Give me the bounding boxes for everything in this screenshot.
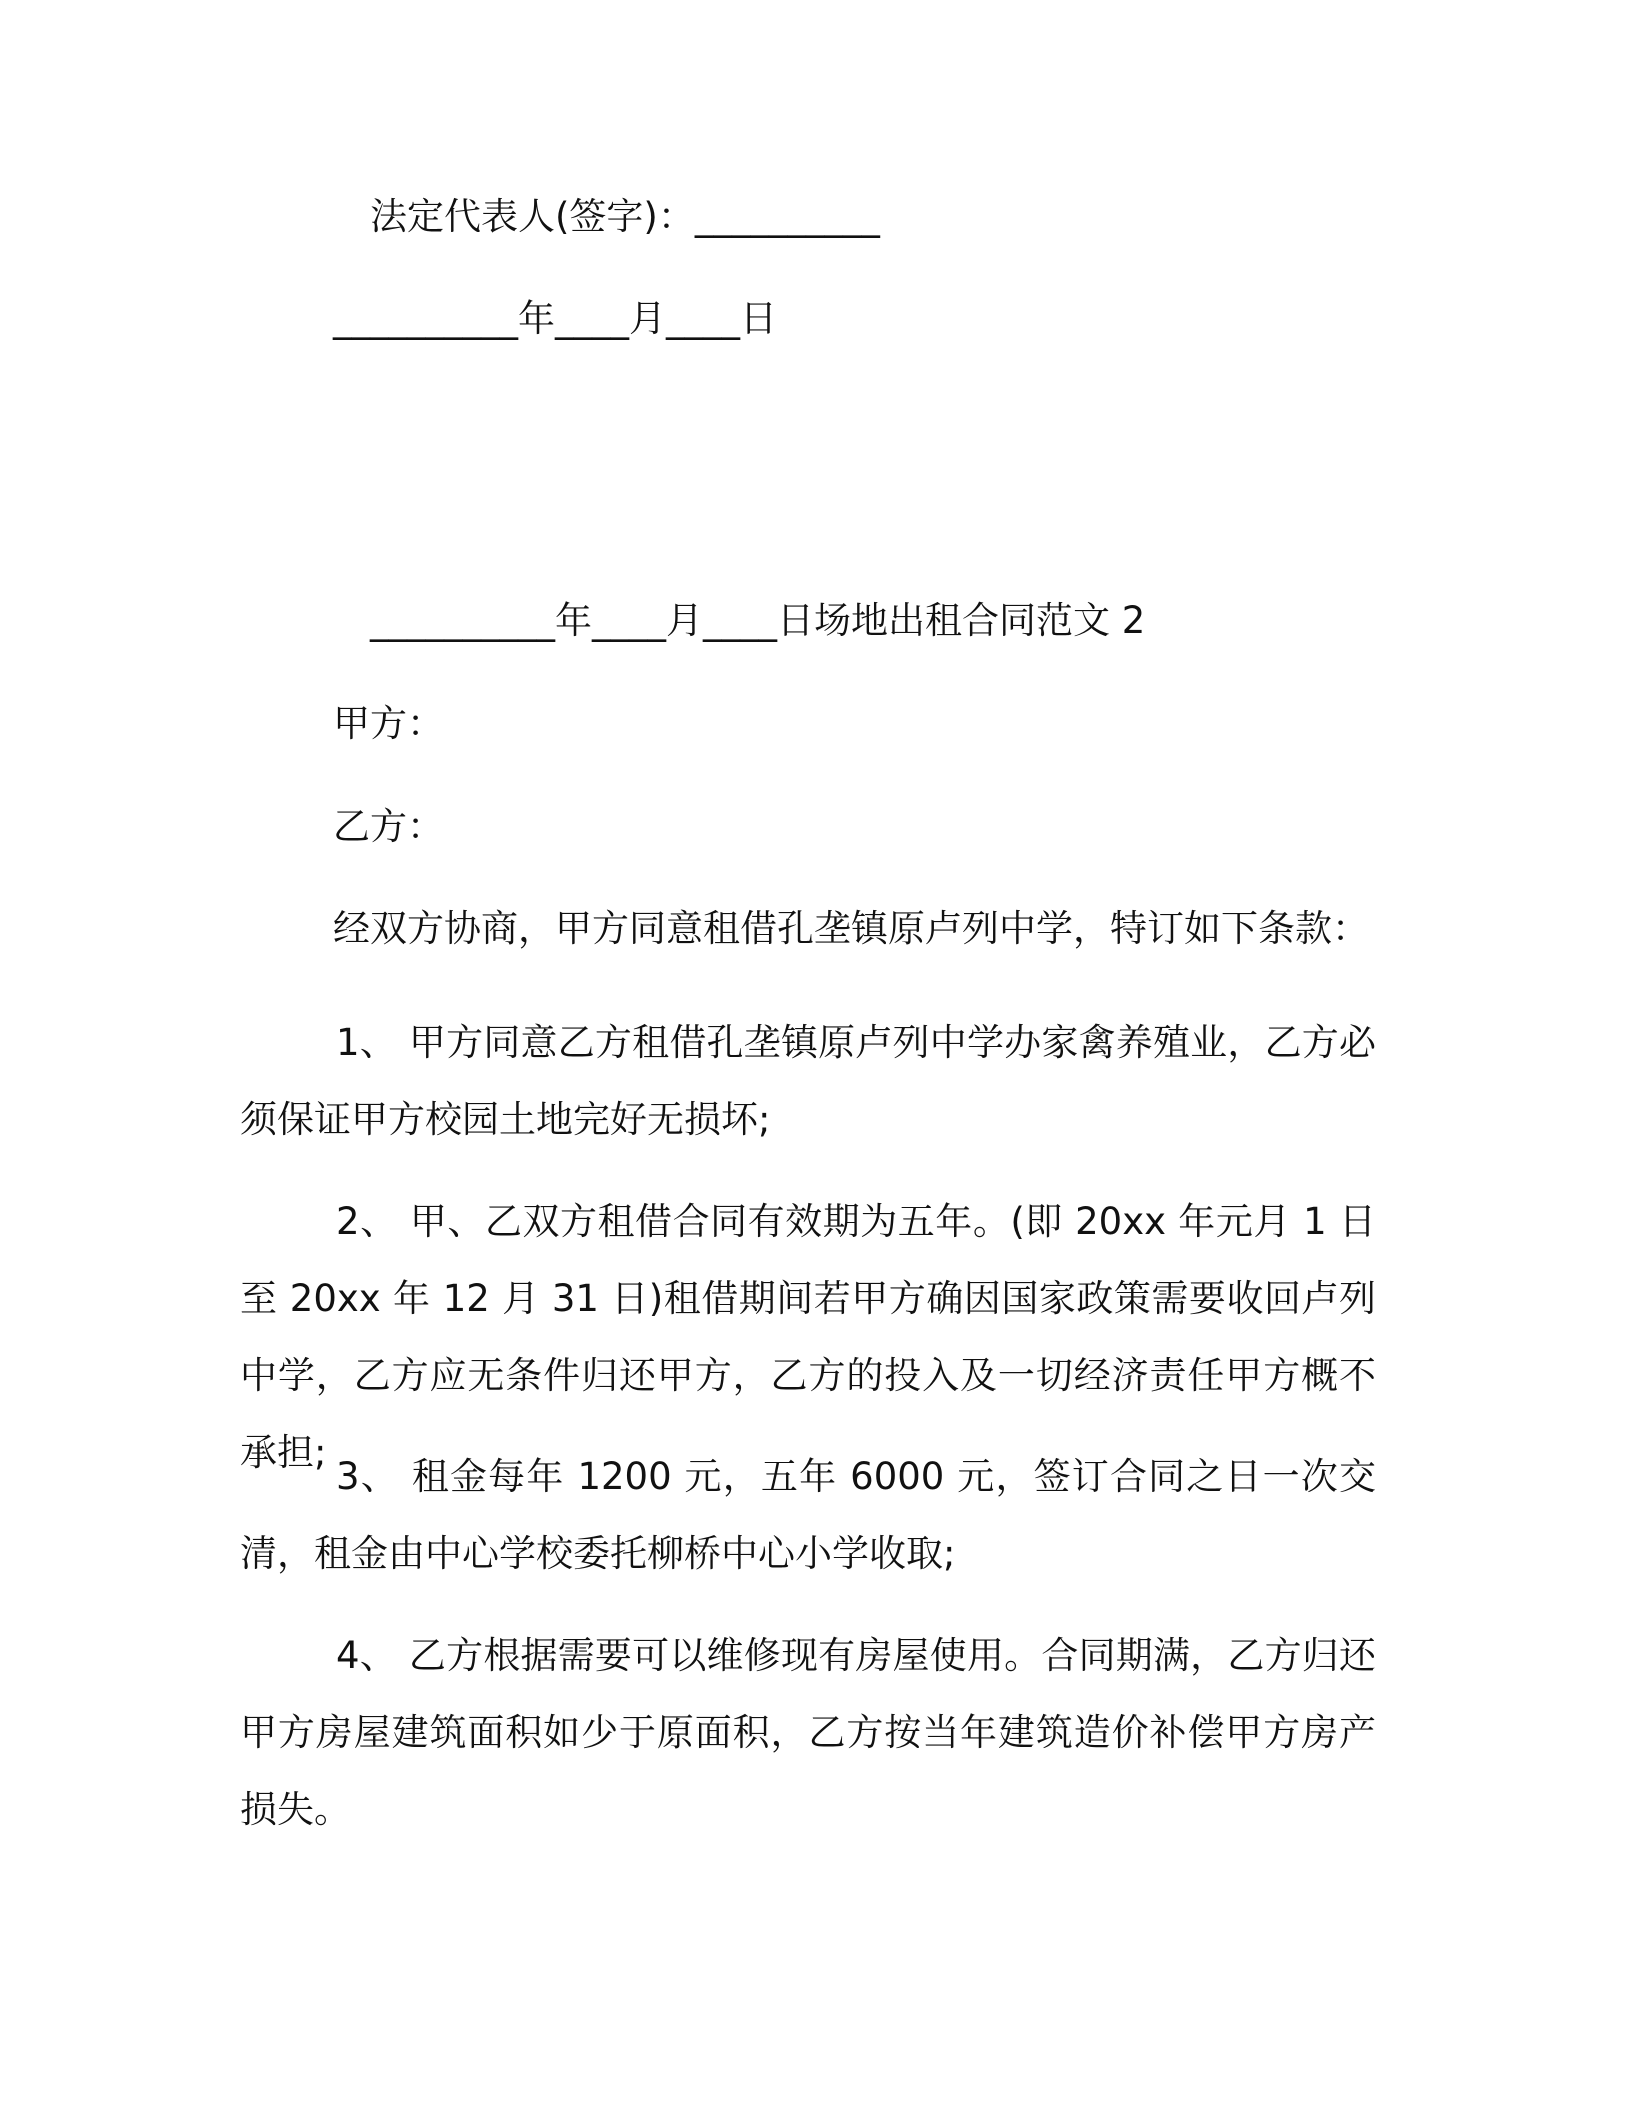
signature-date-line: __________年____月____日 [333, 297, 777, 340]
clause-1: 1、 甲方同意乙方租借孔垄镇原卢列中学办家禽养殖业，乙方必须保证甲方校园土地完好无损坏; [240, 1021, 1376, 1141]
party-a-label: 甲方： [333, 702, 444, 745]
clause-2: 2、 甲、乙双方租借合同有效期为五年。(即 20xx 年元月 1 日至 20xx 年 12 月 31 日)租借期间若甲方确因国家政策需要收回卢列中学，乙方应无条件归还甲方，乙方的投入及一切经济责任甲方概不承担; [240, 1200, 1376, 1474]
legal-representative-signature-line: 法定代表人(签字)：__________ [370, 195, 880, 238]
clause-3: 3、 租金每年 1200 元，五年 6000 元，签订合同之日一次交清，租金由中心学校委托柳桥中心小学收取; [240, 1455, 1376, 1575]
clause-4: 4、 乙方根据需要可以维修现有房屋使用。合同期满，乙方归还甲方房屋建筑面积如少于原面积，乙方按当年建筑造价补偿甲方房产损失。 [240, 1634, 1376, 1831]
contract-intro: 经双方协商，甲方同意租借孔垄镇原卢列中学，特订如下条款： [333, 907, 1369, 950]
party-b-label: 乙方： [333, 805, 444, 848]
contract-title: __________年____月____日场地出租合同范文 2 [370, 599, 1146, 642]
